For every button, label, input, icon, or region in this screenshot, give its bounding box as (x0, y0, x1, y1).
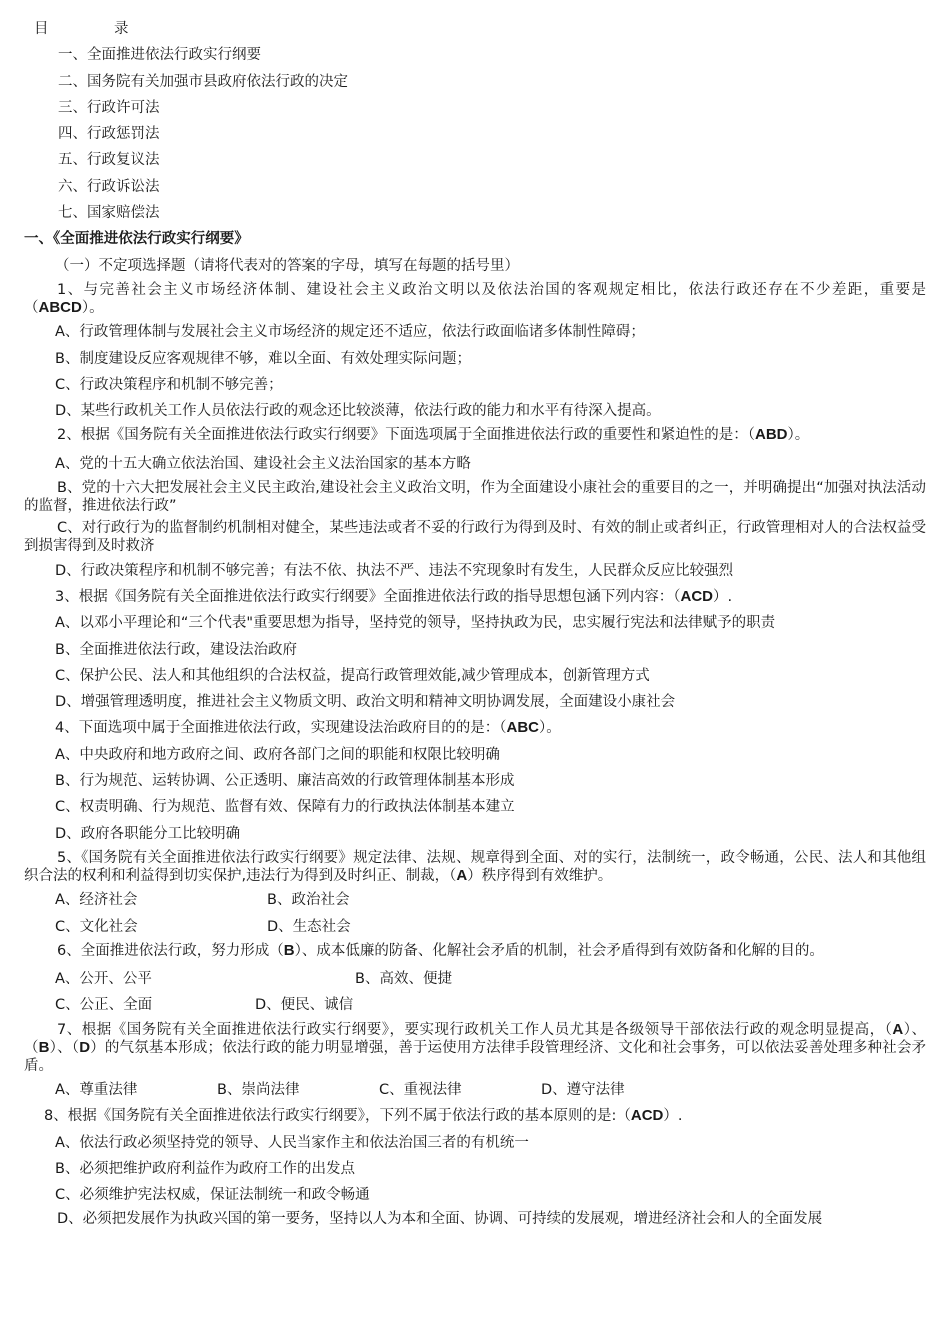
answer: B (283, 941, 295, 959)
option-b: B、政治社会 (267, 892, 350, 909)
option-c: C、权责明确、行为规范、监督有效、保障有力的行政执法体制基本建立 (55, 799, 515, 816)
answer-3: D (79, 1038, 91, 1056)
toc-item: 六、行政诉讼法 (58, 178, 160, 195)
toc-item: 一、全面推进依法行政实行纲要 (58, 47, 261, 64)
question-5 (24, 849, 926, 885)
answer: ABCD (38, 298, 82, 316)
answer: ABC (506, 719, 539, 737)
answer: ACD (680, 587, 713, 605)
answer: A (456, 866, 468, 884)
question-text: 4、下面选项中属于全面推进依法行政，实现建设法治政府目的的是：（ (55, 720, 507, 737)
option-row (24, 968, 926, 990)
toc-item: 二、国务院有关加强市县政府依法行政的决定 (58, 73, 348, 90)
answer: ACD (630, 1107, 664, 1125)
option-d: D、某些行政机关工作人员依法行政的观念还比较淡薄，依法行政的能力和水平有待深入提高。 (55, 403, 661, 420)
option-b: B、必须把维护政府利益作为政府工作的出发点 (55, 1160, 355, 1177)
question-8 (24, 1105, 926, 1127)
toc-title-char-1: 目 (34, 21, 49, 37)
option-c: C、重视法律 (379, 1081, 462, 1098)
option-b: B、行为规范、运转协调、公正透明、廉洁高效的行政管理体制基本形成 (55, 773, 515, 790)
toc-title-char-2: 录 (114, 21, 129, 37)
question-4 (24, 717, 926, 739)
toc-item: 四、行政惩罚法 (58, 126, 160, 143)
question-text-end: ）. (712, 588, 733, 605)
toc-item: 三、行政许可法 (58, 99, 160, 116)
option-c: C、公正、全面 (55, 997, 153, 1014)
option-a: A、依法行政必须坚持党的领导、人民当家作主和依法治国三者的有机统一 (55, 1134, 529, 1151)
option-a: A、以邓小平理论和“三个代表"重要思想为指导，坚持党的领导，坚持执政为民，忠实履行宪法和法律赋予的职责 (55, 615, 776, 632)
toc-title (24, 18, 926, 40)
question-text-end: ）的气氛基本形成；依法行政的能力明显增强，善于运使用方法律手段管理经济、文化和社会事务，可以依法妥善处理多种社会矛盾。 (24, 1039, 927, 1074)
question-text: 7、根据《国务院有关全面推进依法行政实行纲要》，要实现行政机关工作人员尤其是各级领导干部依法行政的观念明显提高，（ (57, 1021, 893, 1038)
option-c: C、必须维护宪法权威，保证法制统一和政令畅通 (55, 1187, 370, 1204)
option-a: A、尊重法律 (55, 1081, 138, 1098)
question-text: 2、根据《国务院有关全面推进依法行政实行纲要》下面选项属于全面推进依法行政的重要性和紧迫性的是：（ (57, 427, 755, 444)
question-1 (24, 281, 926, 317)
section-heading: 一、《全面推进依法行政实行纲要》 (24, 231, 249, 248)
option-c: C、文化社会 (55, 918, 138, 935)
option-d: D、便民、诚信 (255, 997, 354, 1014)
option-d: D、生态社会 (267, 918, 351, 935)
section-subheading: （一）不定项选择题（请将代表对的答案的字母，填写在每题的括号里） (55, 257, 519, 274)
option-b: B、高效、便捷 (355, 971, 452, 988)
answer-1: A (892, 1020, 904, 1038)
question-text: 1、与完善社会主义市场经济体制、建设社会主义政治文明以及依法治国的客观规定相比，依法行政还存在不少差距，重要是（ (24, 281, 926, 316)
option-d: D、政府各职能分工比较明确 (55, 825, 241, 842)
question-text-end: ）。 (787, 427, 810, 444)
option-row (24, 916, 926, 938)
option-d: D、行政决策程序和机制不够完善；有法不依、执法不严、违法不究现象时有发生，人民群众反应比较强烈 (55, 562, 734, 579)
question-text-mid: ）、（ (24, 1021, 926, 1056)
option-b: B、制度建设反应客观规律不够，难以全面、有效处理实际问题； (55, 350, 471, 367)
option-d: D、必须把发展作为执政兴国的第一要务，坚持以人为本和全面、协调、可持续的发展观，增进经济社会和人的全面发展 (57, 1211, 823, 1228)
question-2 (24, 426, 926, 448)
option-a: A、公开、公平 (55, 971, 152, 988)
option-row (24, 1079, 926, 1101)
option-d: D、遵守法律 (541, 1081, 625, 1098)
answer: ABD (754, 426, 788, 444)
toc-item: 七、国家赔偿法 (58, 205, 160, 222)
answer-2: B (38, 1038, 50, 1056)
question-text: 3、根据《国务院有关全面推进依法行政实行纲要》全面推进依法行政的指导思想包涵下列内容：（ (55, 588, 681, 605)
question-text-end: ）。 (81, 299, 104, 316)
question-text-end: ）. (663, 1108, 683, 1125)
question-text: 6、全面推进依法行政，努力形成（ (57, 942, 284, 959)
option-a: A、经济社会 (55, 892, 138, 909)
option-a: A、党的十五大确立依法治国、建设社会主义法治国家的基本方略 (55, 455, 471, 472)
option-b: B、全面推进依法行政，建设法治政府 (55, 641, 297, 658)
option-a: A、行政管理体制与发展社会主义市场经济的规定还不适应，依法行政面临诸多体制性障碍； (55, 324, 645, 341)
question-3 (24, 586, 926, 608)
option-b: B、党的十六大把发展社会主义民主政治,建设社会主义政治文明，作为全面建设小康社会的重要目的之一，并明确提出“加强对执法活动的监督，推进依法行政” (24, 480, 926, 515)
toc-item: 五、行政复议法 (58, 152, 160, 169)
question-text-end: ）、成本低廉的防备、化解社会矛盾的机制，社会矛盾得到有效防备和化解的目的。 (294, 942, 824, 959)
question-text: 8、根据《国务院有关全面推进依法行政实行纲要》，下列不属于依法行政的基本原则的是:（ (44, 1108, 631, 1125)
question-6 (24, 942, 926, 964)
option-c: C、对行政行为的监督制约机制相对健全，某些违法或者不妥的行政行为得到及时、有效的制止或者纠正，行政管理相对人的合法权益受到损害得到及时救济 (24, 520, 926, 555)
option-c: C、保护公民、法人和其他组织的合法权益，提高行政管理效能,减少管理成本，创新管理方式 (55, 667, 650, 684)
question-text-mid: ）、（ (49, 1039, 80, 1056)
option-row (24, 889, 926, 911)
option-d: D、增强管理透明度，推进社会主义物质文明、政治文明和精神文明协调发展，全面建设小康社会 (55, 694, 676, 711)
question-text-end: ）。 (538, 720, 561, 737)
option-a: A、中央政府和地方政府之间、政府各部门之间的职能和权限比较明确 (55, 746, 500, 763)
question-text-end: ）秩序得到有效维护。 (467, 867, 613, 884)
question-7 (24, 1021, 926, 1075)
option-b: B、崇尚法律 (217, 1081, 300, 1098)
option-row (24, 994, 926, 1016)
option-c: C、行政决策程序和机制不够完善； (55, 376, 283, 393)
question-text: 5、《国务院有关全面推进依法行政实行纲要》规定法律、法规、规章得到全面、对的实行，法制统一，政令畅通，公民、法人和其他组织合法的权利和利益得到切实保护,违法行为得到及时纠正、制裁，（ (24, 849, 926, 884)
